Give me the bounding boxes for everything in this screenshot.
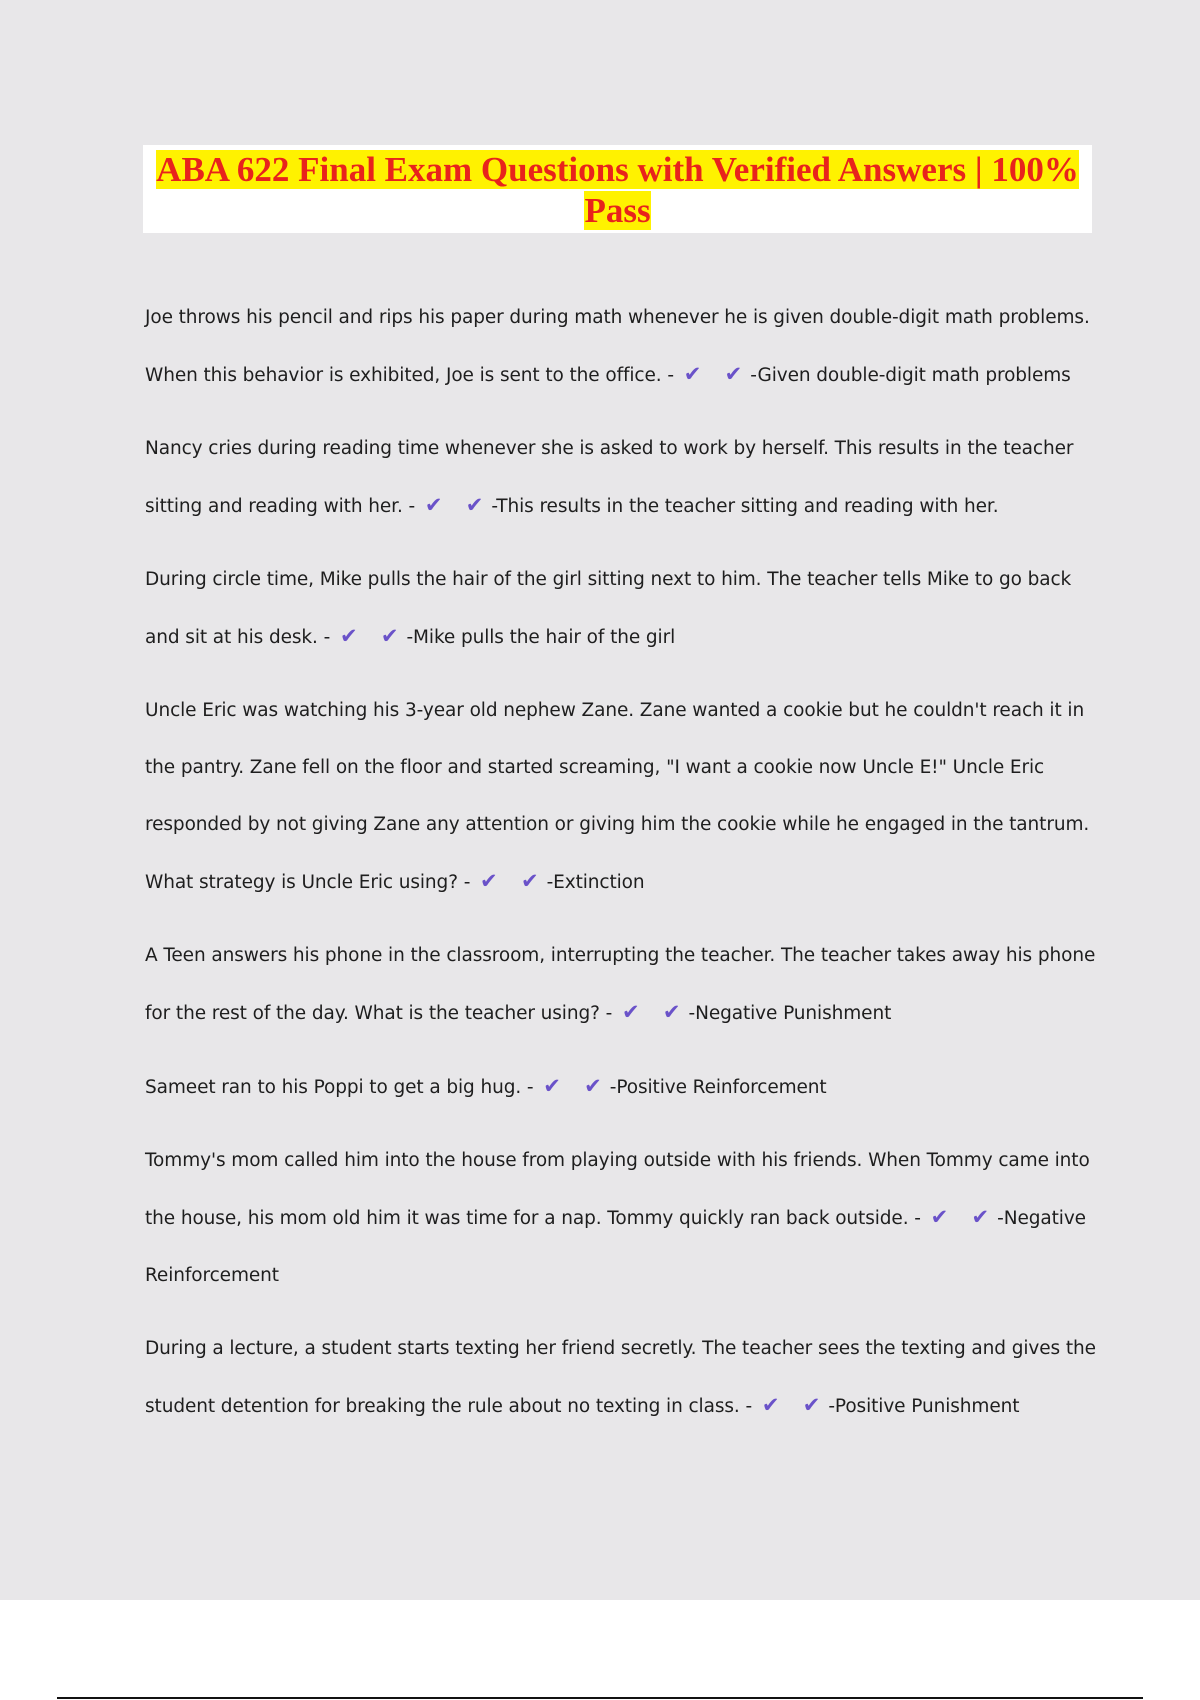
check-icon: ✔ ✔: [621, 1000, 689, 1024]
question-text: Nancy cries during reading time whenever she is asked to work by herself. This results in the teacher sitting and reading with her. -: [145, 438, 1074, 517]
answer-text: -This results in the teacher sitting and reading with her.: [491, 496, 999, 517]
qa-item: [145, 289, 1105, 404]
qa-item: [145, 682, 1105, 911]
question-text: Tommy's mom called him into the house from playing outside with his friends. When Tommy came into the house, his mom old him it was time for a nap. Tommy quickly ran back outside. -: [145, 1150, 1090, 1229]
check-icon: ✔ ✔: [761, 1393, 829, 1417]
title-box: [143, 145, 1092, 233]
document-title: ABA 622 Final Exam Questions with Verified Answers | 100% Pass: [156, 150, 1079, 230]
check-icon: ✔ ✔: [339, 624, 407, 648]
answer-text: -Positive Punishment: [828, 1396, 1020, 1417]
qa-list: [145, 289, 1105, 1451]
qa-item: [145, 1320, 1105, 1435]
answer-text: -Negative Punishment: [688, 1003, 892, 1024]
check-icon: ✔ ✔: [424, 493, 492, 517]
check-icon: ✔ ✔: [480, 869, 547, 893]
question-text: A Teen answers his phone in the classroom, interrupting the teacher. The teacher takes away his phone for the rest of the day. What is the teacher using? -: [145, 945, 1096, 1024]
qa-item: [145, 1058, 1105, 1116]
answer-text: -Mike pulls the hair of the girl: [406, 627, 676, 648]
answer-text: -Negative Reinforcement: [145, 1208, 1086, 1286]
qa-item: [145, 1132, 1105, 1304]
answer-text: -Extinction: [546, 872, 645, 893]
answer-text: -Positive Reinforcement: [609, 1077, 827, 1098]
qa-item: [145, 551, 1105, 666]
question-text: Uncle Eric was watching his 3-year old nephew Zane. Zane wanted a cookie but he couldn't reach it in the pantry. Zane fell on the floor and started screaming, "I want a cookie now Uncle E!" Uncle Eric responded by not giving Zane any attention or giving him the cookie while he engaged in the tantrum. What strategy is Uncle Eric using? -: [145, 700, 1090, 893]
check-icon: ✔ ✔: [683, 362, 751, 386]
qa-item: [145, 420, 1105, 535]
question-text: During circle time, Mike pulls the hair of the girl sitting next to him. The teacher tells Mike to go back and sit at his desk. -: [145, 569, 1072, 648]
answer-text: -Given double-digit math problems: [750, 365, 1071, 386]
question-text: Joe throws his pencil and rips his paper during math whenever he is given double-digit math problems. When this behavior is exhibited, Joe is sent to the office. -: [145, 307, 1090, 386]
question-text: During a lecture, a student starts texting her friend secretly. The teacher sees the texting and gives the student detention for breaking the rule about no texting in class. -: [145, 1338, 1096, 1417]
qa-item: [145, 927, 1105, 1042]
question-text: Sameet ran to his Poppi to get a big hug. -: [145, 1077, 534, 1098]
check-icon: ✔ ✔: [543, 1074, 610, 1098]
check-icon: ✔ ✔: [930, 1205, 998, 1229]
footer-divider: [57, 1697, 1143, 1699]
